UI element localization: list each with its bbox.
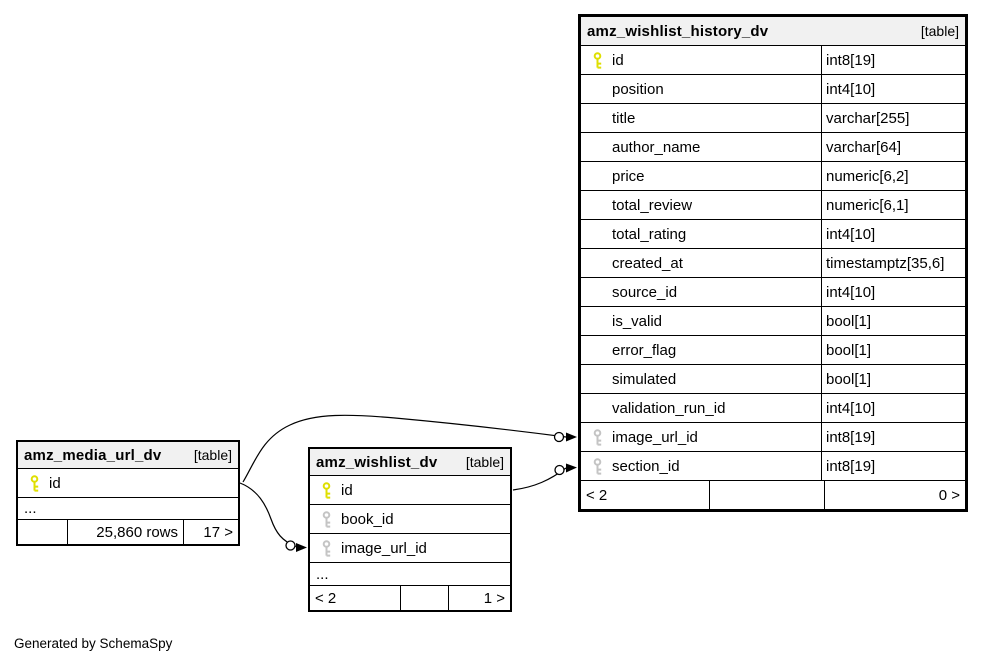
column-name-cell <box>310 534 510 562</box>
foreign-key-icon <box>588 429 606 446</box>
column-type: int8[19] <box>826 457 876 475</box>
footer-cell-2 <box>709 481 824 509</box>
footer-cell-3: 17 > <box>183 520 238 544</box>
column-row-price[interactable] <box>581 162 965 191</box>
column-list <box>310 476 510 586</box>
column-name: total_rating <box>612 225 687 243</box>
relationship-line-media-id-to-wishlist-image-url-id <box>240 483 296 547</box>
column-name: section_id <box>612 457 680 475</box>
table-amz-wishlist-history-dv <box>578 14 968 512</box>
column-name-cell <box>581 133 822 161</box>
table-footer <box>18 520 238 544</box>
arrowhead-history-section-id <box>566 464 577 473</box>
schemaspy-credit: Generated by SchemaSpy <box>14 636 173 651</box>
column-name: simulated <box>612 370 677 388</box>
primary-key-icon <box>588 52 606 69</box>
column-name-cell <box>581 394 822 422</box>
column-type: bool[1] <box>826 312 872 330</box>
column-name-cell <box>581 336 822 364</box>
column-row-title[interactable] <box>581 104 965 133</box>
table-amz-wishlist-dv <box>308 447 512 612</box>
column-name: title <box>612 109 636 127</box>
column-row-error_flag[interactable] <box>581 336 965 365</box>
table-kind-badge: [table] <box>920 23 959 39</box>
column-name: image_url_id <box>612 428 698 446</box>
column-name: image_url_id <box>341 539 427 557</box>
column-name: error_flag <box>612 341 677 359</box>
table-amz-media-url-dv <box>16 440 240 546</box>
column-name-cell <box>581 423 822 451</box>
column-type: int4[10] <box>826 80 876 98</box>
column-name-cell <box>581 104 822 132</box>
foreign-key-icon <box>317 511 335 528</box>
column-row-id[interactable] <box>581 46 965 75</box>
column-row-book_id[interactable] <box>310 505 510 534</box>
column-type: timestamptz[35,6] <box>826 254 945 272</box>
column-name: created_at <box>612 254 683 272</box>
column-type: bool[1] <box>826 370 872 388</box>
table-footer <box>310 586 510 610</box>
column-name-cell <box>581 220 822 248</box>
column-name-cell <box>310 505 510 533</box>
column-name-cell <box>18 469 238 497</box>
column-name: author_name <box>612 138 701 156</box>
column-name: is_valid <box>612 312 663 330</box>
column-row-image_url_id[interactable] <box>581 423 965 452</box>
column-name-cell <box>310 476 510 504</box>
cardinality-circle-wishlist-image-url-id <box>286 541 295 550</box>
column-row-validation_run_id[interactable] <box>581 394 965 423</box>
foreign-key-icon <box>317 540 335 557</box>
column-name: position <box>612 80 664 98</box>
column-name: total_review <box>612 196 693 214</box>
table-header-amz-wishlist-history-dv[interactable] <box>581 17 965 46</box>
table-header-amz-media-url-dv[interactable] <box>18 442 238 469</box>
footer-cell-3: 0 > <box>824 481 965 509</box>
column-name-cell <box>581 278 822 306</box>
table-title: amz_wishlist_history_dv <box>587 22 769 40</box>
primary-key-icon <box>25 475 43 492</box>
table-title: amz_media_url_dv <box>24 446 162 464</box>
ellipsis-row: ... <box>18 498 238 520</box>
arrowhead-wishlist-image-url-id <box>296 543 307 552</box>
column-type: int4[10] <box>826 283 876 301</box>
footer-cell-2: 25,860 rows <box>67 520 183 544</box>
footer-cell-2 <box>400 586 448 610</box>
table-header-amz-wishlist-dv[interactable] <box>310 449 510 476</box>
column-row-image_url_id[interactable] <box>310 534 510 563</box>
foreign-key-icon <box>588 458 606 475</box>
column-name-cell <box>581 191 822 219</box>
table-footer <box>581 481 965 509</box>
column-name: id <box>612 51 624 69</box>
column-row-total_rating[interactable] <box>581 220 965 249</box>
column-name-cell <box>581 307 822 335</box>
column-row-author_name[interactable] <box>581 133 965 162</box>
table-kind-badge: [table] <box>465 454 504 470</box>
column-name: book_id <box>341 510 394 528</box>
column-type: numeric[6,2] <box>826 167 909 185</box>
column-row-total_review[interactable] <box>581 191 965 220</box>
arrowhead-history-image-url-id <box>566 433 577 442</box>
column-name-cell <box>581 452 822 480</box>
column-name-cell <box>581 75 822 103</box>
column-name: id <box>341 481 353 499</box>
column-type: int4[10] <box>826 399 876 417</box>
column-row-position[interactable] <box>581 75 965 104</box>
table-title: amz_wishlist_dv <box>316 453 438 471</box>
primary-key-icon <box>317 482 335 499</box>
column-row-created_at[interactable] <box>581 249 965 278</box>
column-row-section_id[interactable] <box>581 452 965 481</box>
column-name: id <box>49 474 61 492</box>
column-type: int8[19] <box>826 428 876 446</box>
column-list <box>581 46 965 481</box>
column-type: int4[10] <box>826 225 876 243</box>
column-type: varchar[255] <box>826 109 910 127</box>
footer-cell-3: 1 > <box>448 586 510 610</box>
column-name-cell <box>581 365 822 393</box>
cardinality-circle-history-section-id <box>555 466 564 475</box>
footer-cell-1: < 2 <box>586 486 608 504</box>
column-name-cell <box>581 249 822 277</box>
column-type: bool[1] <box>826 341 872 359</box>
column-list <box>18 469 238 520</box>
column-type: varchar[64] <box>826 138 902 156</box>
column-name-cell <box>581 46 822 74</box>
ellipsis-row: ... <box>310 563 510 586</box>
column-row-is_valid[interactable] <box>581 307 965 336</box>
column-row-source_id[interactable] <box>581 278 965 307</box>
cardinality-circle-history-image-url-id <box>555 433 564 442</box>
table-kind-badge: [table] <box>193 447 232 463</box>
column-type: int8[19] <box>826 51 876 69</box>
footer-cell-1 <box>18 520 67 544</box>
column-row-simulated[interactable] <box>581 365 965 394</box>
column-type: numeric[6,1] <box>826 196 909 214</box>
column-name: validation_run_id <box>612 399 726 417</box>
column-row-id[interactable] <box>18 469 238 498</box>
column-name-cell <box>581 162 822 190</box>
column-row-id[interactable] <box>310 476 510 505</box>
column-name: source_id <box>612 283 678 301</box>
footer-cell-1: < 2 <box>315 589 337 607</box>
column-name: price <box>612 167 645 185</box>
